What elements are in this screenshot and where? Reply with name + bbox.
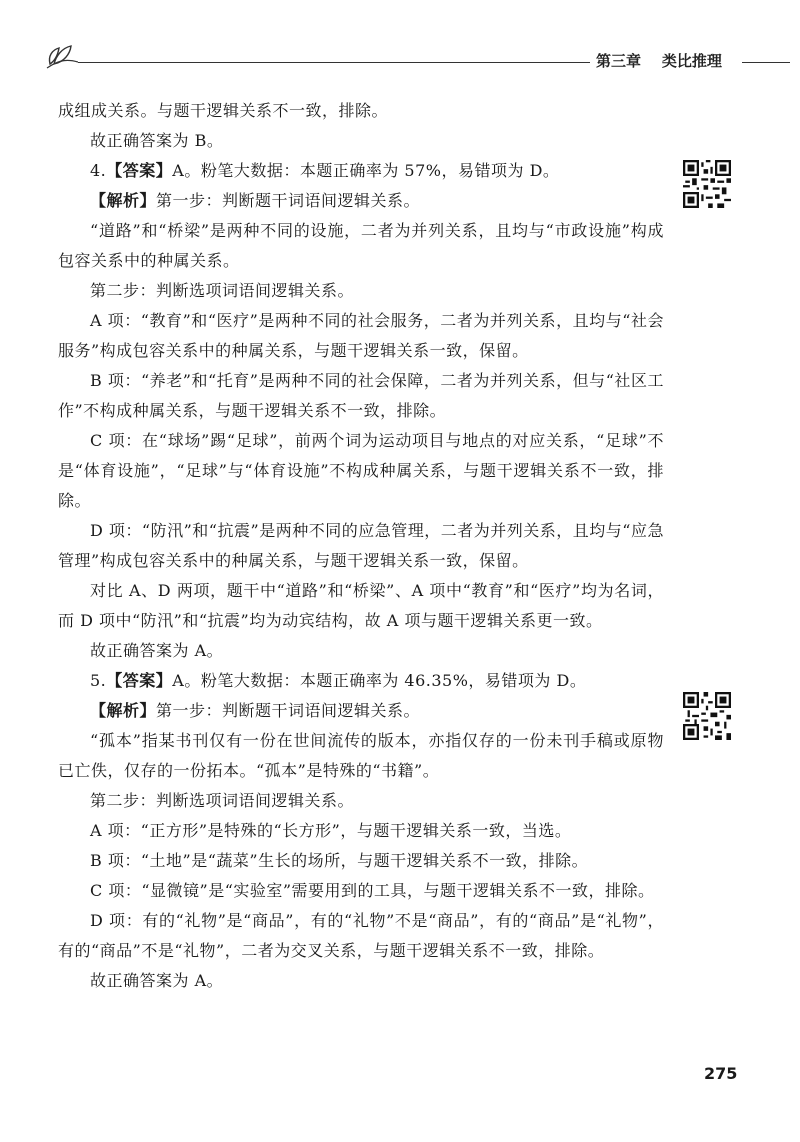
qr-code-icon[interactable] xyxy=(683,692,731,740)
leaf-icon xyxy=(44,38,78,70)
header-rule-left xyxy=(78,62,590,63)
chapter-title: 第三章 类比推理 xyxy=(596,52,722,70)
option-d: D 项：“防汛”和“抗震”是两种不同的应急管理，二者为并列关系，且均与“应急管理”构成包容关系中的种属关系，与题干逻辑关系一致，保留。 xyxy=(58,521,664,570)
paragraph: 故正确答案为 A。 xyxy=(90,971,224,990)
paragraph: “道路”和“桥梁”是两种不同的设施，二者为并列关系，且均与“市政设施”构成包容关系中的种属关系。 xyxy=(58,221,664,270)
option-a: A 项：“教育”和“医疗”是两种不同的社会服务，二者为并列关系，且均与“社会服务”构成包容关系中的种属关系，与题干逻辑关系一致，保留。 xyxy=(58,311,664,360)
paragraph: 成组成关系。与题干逻辑关系不一致，排除。 xyxy=(58,101,389,120)
paragraph: 第二步：判断选项词语间逻辑关系。 xyxy=(90,281,355,300)
paragraph: 故正确答案为 B。 xyxy=(90,131,224,150)
answer-line-5: 5.【答案】A。粉笔大数据：本题正确率为 46.35%，易错项为 D。 xyxy=(90,671,587,690)
paragraph: 对比 A、D 两项，题干中“道路”和“桥梁”、A 项中“教育”和“医疗”均为名词，而 D 项中“防汛”和“抗震”均为动宾结构，故 A 项与题干逻辑关系更一致。 xyxy=(58,581,664,630)
option-c: C 项：在“球场”踢“足球”，前两个词为运动项目与地点的对应关系，“足球”不是“体育设施”，“足球”与“体育设施”不构成种属关系，与题干逻辑关系不一致，排除。 xyxy=(58,431,664,510)
option-d: D 项：有的“礼物”是“商品”，有的“礼物”不是“商品”，有的“商品”是“礼物”，有的“商品”不是“礼物”，二者为交叉关系，与题干逻辑关系不一致，排除。 xyxy=(58,911,664,960)
analysis-line: 【解析】第一步：判断题干词语间逻辑关系。 xyxy=(90,191,421,210)
qr-code-icon[interactable] xyxy=(683,160,731,208)
answer-line-4: 4.【答案】A。粉笔大数据：本题正确率为 57%，易错项为 D。 xyxy=(90,161,560,180)
page-body xyxy=(58,96,664,996)
option-a: A 项：“正方形”是特殊的“长方形”，与题干逻辑关系一致，当选。 xyxy=(90,821,572,840)
paragraph: “孤本”指某书刊仅有一份在世间流传的版本，亦指仅存的一份未刊手稿或原物已亡佚，仅存的一份拓本。“孤本”是特殊的“书籍”。 xyxy=(58,731,664,780)
option-c: C 项：“显微镜”是“实验室”需要用到的工具，与题干逻辑关系不一致，排除。 xyxy=(90,881,655,900)
header-rule-right xyxy=(742,62,790,63)
paragraph: 第二步：判断选项词语间逻辑关系。 xyxy=(90,791,355,810)
option-b: B 项：“土地”是“蔬菜”生长的场所，与题干逻辑关系不一致，排除。 xyxy=(90,851,589,870)
page-header xyxy=(0,0,800,80)
option-b: B 项：“养老”和“托育”是两种不同的社会保障，二者为并列关系，但与“社区工作”不构成种属关系，与题干逻辑关系不一致，排除。 xyxy=(58,371,664,420)
page-number: 275 xyxy=(704,1064,738,1083)
analysis-line: 【解析】第一步：判断题干词语间逻辑关系。 xyxy=(90,701,421,720)
paragraph: 故正确答案为 A。 xyxy=(90,641,224,660)
